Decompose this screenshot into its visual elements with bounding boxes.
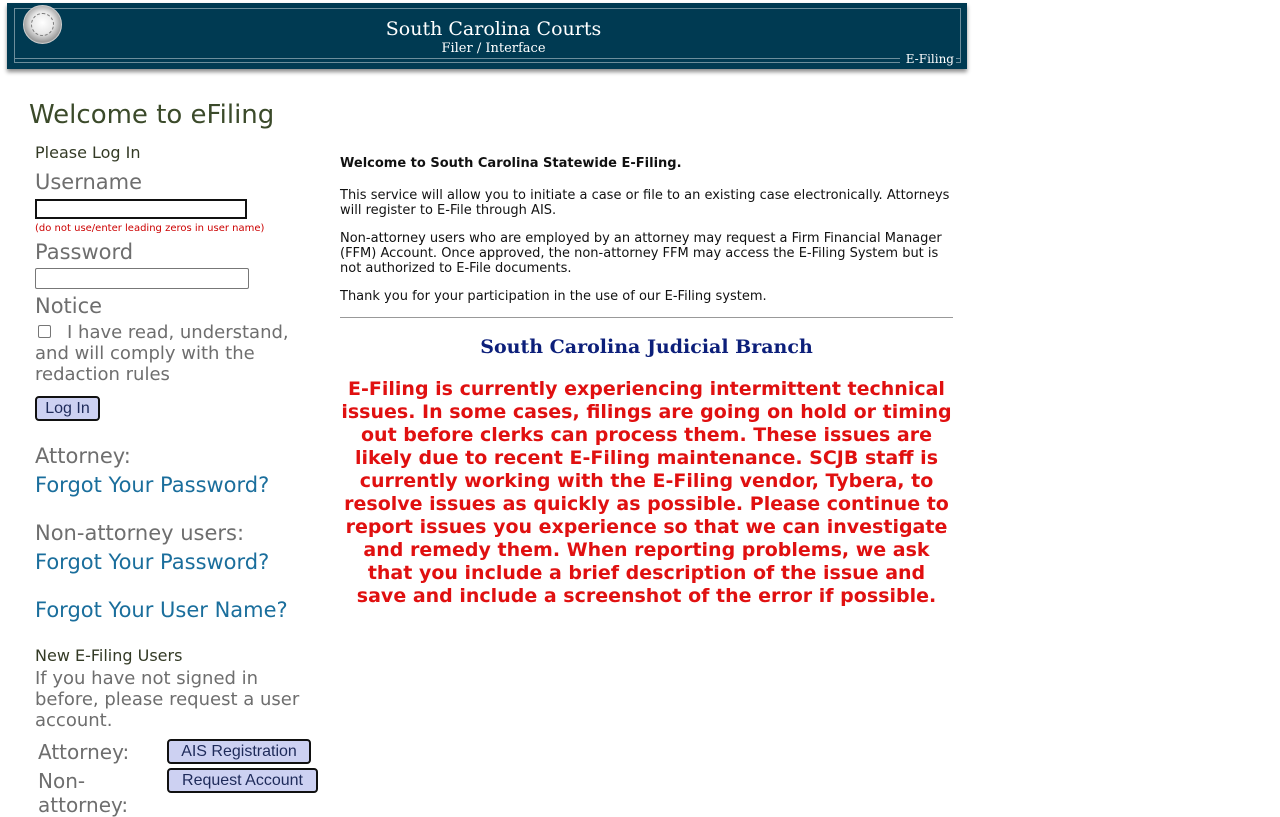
info-paragraph: Thank you for your participation in the use of our E-Filing system. <box>340 289 767 304</box>
forgot-username-link[interactable]: Forgot Your User Name? <box>35 598 288 622</box>
nonattorney-forgot-password-link[interactable]: Forgot Your Password? <box>35 550 270 574</box>
login-button[interactable]: Log In <box>35 396 100 421</box>
new-users-heading: New E-Filing Users <box>35 646 183 665</box>
banner-title: South Carolina Courts <box>385 18 602 40</box>
username-input[interactable] <box>35 199 247 219</box>
registration-nonattorney-label: Non-attorney: <box>38 769 129 817</box>
attorney-label: Attorney: <box>35 444 131 468</box>
attorney-forgot-password-link[interactable]: Forgot Your Password? <box>35 473 270 497</box>
login-prompt: Please Log In <box>35 143 141 162</box>
registration-attorney-label: Attorney: <box>38 740 130 764</box>
header-banner <box>7 3 967 69</box>
notice-text: I have read, understand, and will comply with the redaction rules <box>35 322 289 385</box>
info-paragraph: Non-attorney users who are employed by an attorney may request a Firm Financial Manager (FFM) Account. Once approved, the non-attorney FFM may access the E-Filing System but is not authorized to E-File documents. <box>340 231 942 276</box>
banner-divider <box>15 58 960 59</box>
branch-title: South Carolina Judicial Branch <box>480 336 813 358</box>
section-divider <box>340 317 953 318</box>
username-note: (do not use/enter leading zeros in user name) <box>35 223 265 234</box>
info-panel <box>340 156 952 317</box>
password-input[interactable] <box>35 268 249 289</box>
password-label: Password <box>35 240 134 264</box>
info-heading: Welcome to South Carolina Statewide E-Filing. <box>340 156 682 171</box>
page-title: Welcome to eFiling <box>29 100 275 130</box>
nonattorney-label: Non-attorney users: <box>35 521 245 545</box>
request-account-button[interactable]: Request Account <box>167 768 318 793</box>
efiling-badge: E-Filing <box>900 52 956 66</box>
ais-registration-button[interactable]: AIS Registration <box>167 739 311 764</box>
username-label: Username <box>35 170 143 194</box>
banner-subtitle: Filer / Interface <box>441 41 546 56</box>
info-paragraph: This service will allow you to initiate a case or file to an existing case electronically. Attorneys will register to E-File through AIS. <box>340 188 950 218</box>
new-users-text: If you have not signed in before, please request a user account. <box>35 668 300 731</box>
notice-label: Notice <box>35 294 103 318</box>
outage-alert: E-Filing is currently experiencing intermittent technical issues. In some cases, filings are going on hold or timing out before clerks can process them. These issues are likely due to recent E-Filing maintenance. SCJB staff is currently working with the E-Filing vendor, Tybera, to resolve issues as quickly as possible. Please continue to report issues you experience so that we can investigate and remedy them. When reporting problems, we ask that you include a brief description of the issue and save and include a screenshot of the error if possible. <box>341 378 952 607</box>
redaction-rules-checkbox[interactable] <box>38 325 51 338</box>
